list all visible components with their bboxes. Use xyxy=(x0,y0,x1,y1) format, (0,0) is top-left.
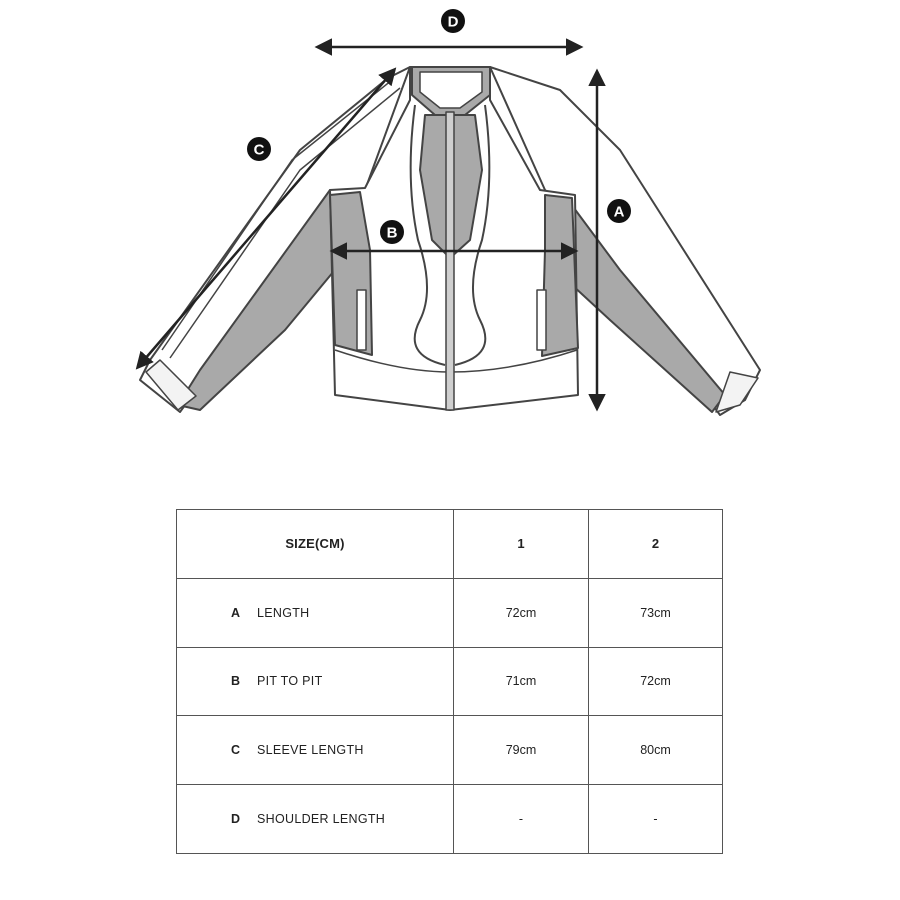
table-row xyxy=(177,785,723,854)
row-code: C xyxy=(231,743,241,758)
left-pocket xyxy=(357,290,366,350)
table-cell: 71cm xyxy=(454,647,589,716)
row-name: LENGTH xyxy=(257,605,310,620)
row-code: A xyxy=(231,605,241,620)
center-zipper xyxy=(446,112,454,410)
marker-c xyxy=(247,137,271,161)
table-cell: - xyxy=(589,785,723,854)
row-name: SLEEVE LENGTH xyxy=(257,743,364,758)
table-row xyxy=(177,647,723,716)
table-row xyxy=(177,578,723,647)
svg-text:C: C xyxy=(253,141,265,159)
marker-d xyxy=(441,9,465,33)
table-cell: 72cm xyxy=(454,578,589,647)
svg-text:B: B xyxy=(386,224,398,242)
row-name: SHOULDER LENGTH xyxy=(257,812,386,827)
table-cell: 79cm xyxy=(454,716,589,785)
table-cell: 80cm xyxy=(589,716,723,785)
row-code: D xyxy=(231,812,241,827)
marker-b xyxy=(380,220,404,244)
row-label xyxy=(177,716,454,785)
table-cell: - xyxy=(454,785,589,854)
row-code: B xyxy=(231,674,241,689)
row-name: PIT TO PIT xyxy=(257,674,323,689)
right-body-panel xyxy=(542,195,578,356)
row-label xyxy=(177,578,454,647)
table-row xyxy=(177,716,723,785)
row-label xyxy=(177,785,454,854)
size-1-header: 1 xyxy=(454,510,589,579)
jacket-illustration xyxy=(140,67,760,415)
table-cell: 73cm xyxy=(589,578,723,647)
right-pocket xyxy=(537,290,546,350)
size-chart-table xyxy=(176,509,723,854)
size-unit-header: SIZE(CM) xyxy=(177,510,454,579)
marker-a xyxy=(607,199,631,223)
svg-text:D: D xyxy=(447,13,459,31)
table-cell: 72cm xyxy=(589,647,723,716)
svg-text:A: A xyxy=(613,203,625,221)
size-2-header: 2 xyxy=(589,510,723,579)
table-header-row xyxy=(177,510,723,579)
row-label xyxy=(177,647,454,716)
